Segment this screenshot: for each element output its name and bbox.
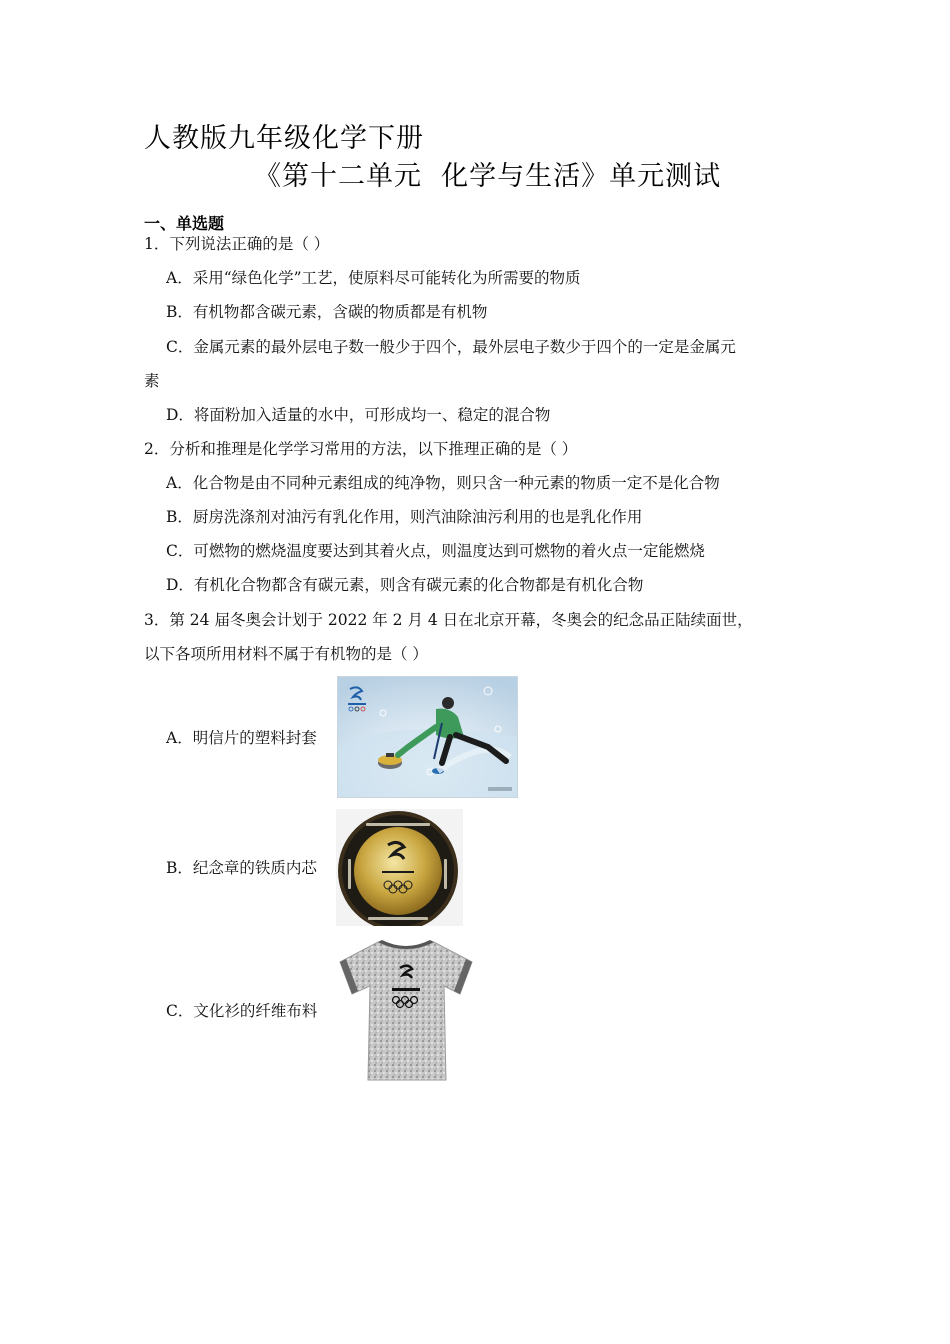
postcard-image [337,676,518,798]
question-2-stem: 2．分析和推理是化学学习常用的方法，以下推理正确的是（ ） [144,440,578,458]
question-1-option-c: C．金属元素的最外层电子数一般少于四个，最外层电子数少于四个的一定是金属元 [166,338,736,356]
section-heading: 一、单选题 [144,214,225,233]
question-1-option-a: A．采用“绿色化学”工艺，使原料尽可能转化为所需要的物质 [166,269,581,287]
tshirt-image [338,938,474,1082]
document-title-line1: 人教版九年级化学下册 [144,123,424,154]
question-3-stem-line2: 以下各项所用材料不属于有机物的是（ ） [144,645,428,663]
question-3-option-b: B．纪念章的铁质内芯 [166,859,317,877]
question-2-option-d: D．有机化合物都含有碳元素，则含有碳元素的化合物都是有机化合物 [166,576,644,594]
question-2-option-c: C．可燃物的燃烧温度要达到其着火点，则温度达到可燃物的着火点一定能燃烧 [166,542,705,560]
question-3-stem-line1: 3．第 24 届冬奥会计划于 2022 年 2 月 4 日在北京开幕，冬奥会的纪念品正陆续面世， [144,611,753,629]
question-1-option-d: D．将面粉加入适量的水中，可形成均一、稳定的混合物 [166,406,551,424]
medal-image [336,809,463,926]
question-2-option-b: B．厨房洗涤剂对油污有乳化作用，则汽油除油污利用的也是乳化作用 [166,508,643,526]
question-3-option-c: C．文化衫的纤维布料 [166,1002,318,1020]
question-1-stem: 1．下列说法正确的是（ ） [144,235,330,253]
question-1-option-c-wrap: 素 [144,372,160,390]
question-2-option-a: A．化合物是由不同种元素组成的纯净物，则只含一种元素的物质一定不是化合物 [166,474,720,492]
question-3-option-a: A．明信片的塑料封套 [166,729,317,747]
question-1-option-b: B．有机物都含碳元素，含碳的物质都是有机物 [166,303,488,321]
document-title-line2: 《第十二单元 化学与生活》单元测试 [254,161,722,192]
